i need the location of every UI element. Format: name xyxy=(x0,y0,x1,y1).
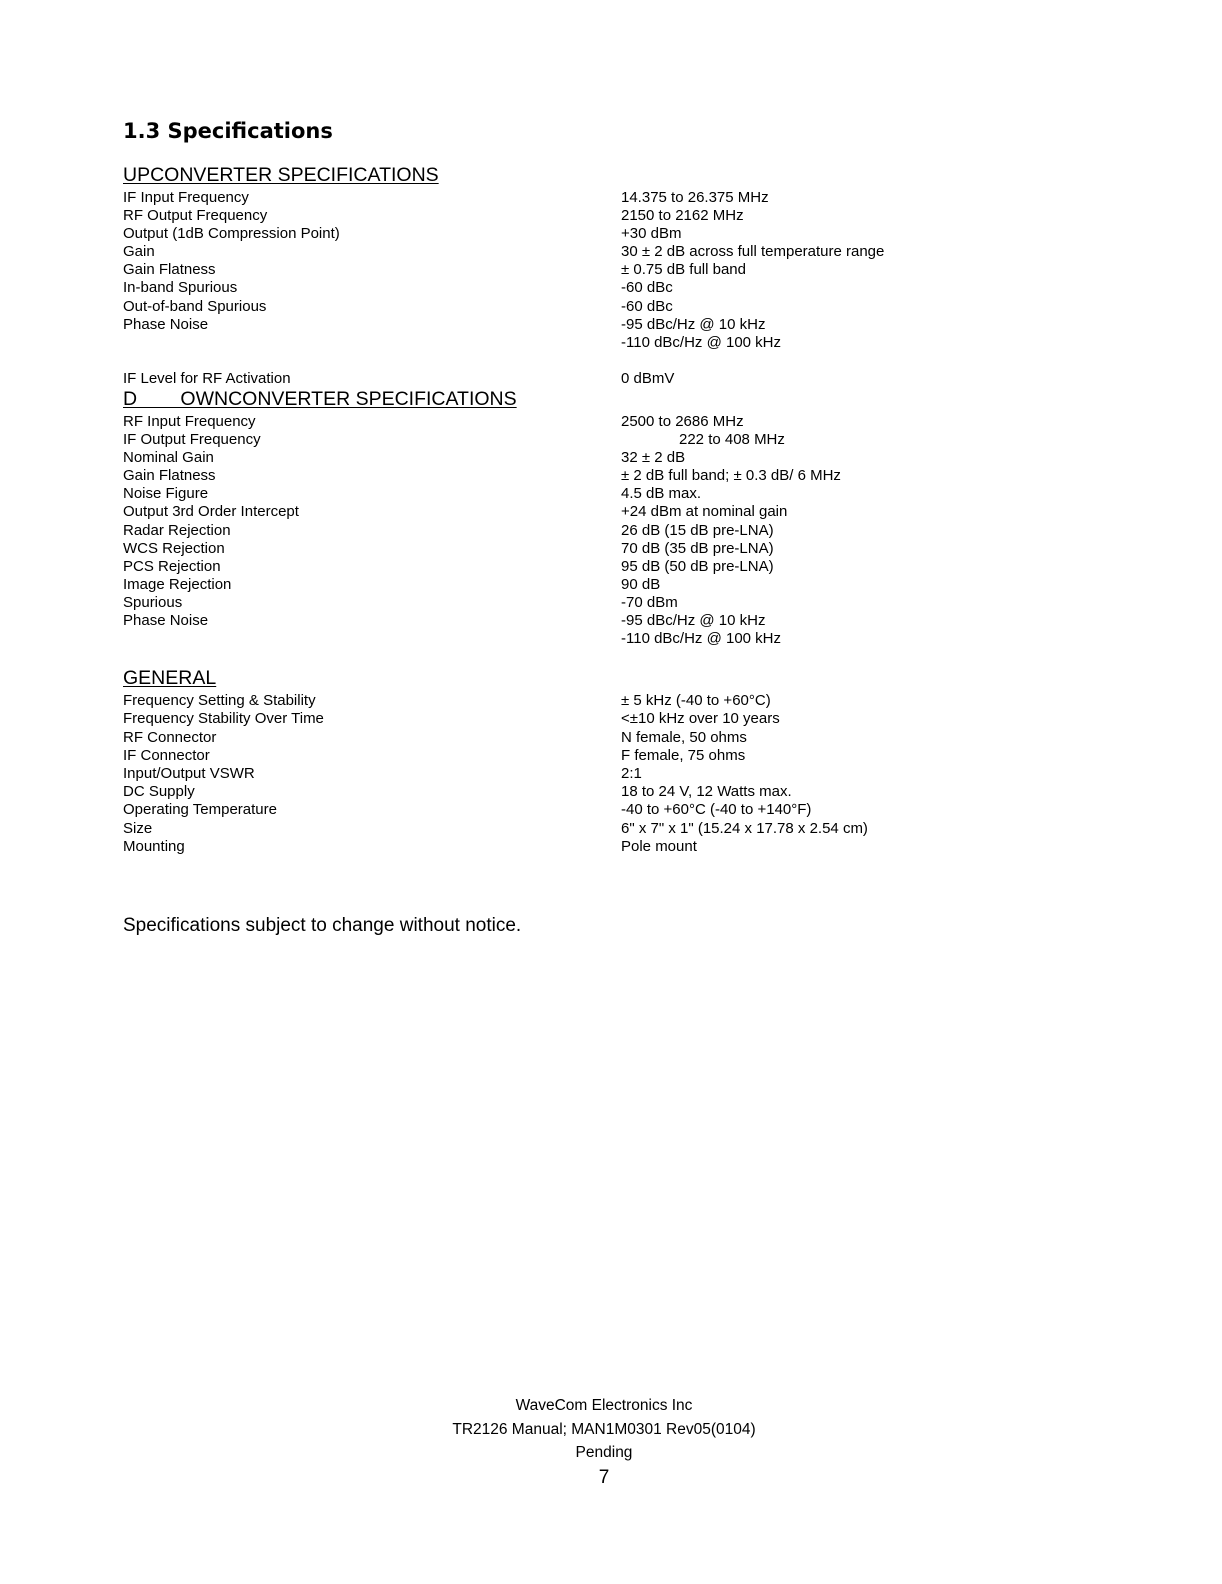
spec-label: Spurious xyxy=(123,593,183,611)
page-number: 7 xyxy=(598,1466,610,1488)
spec-value: +30 dBm xyxy=(621,225,682,243)
general-specifications xyxy=(123,666,1023,856)
spec-label: Noise Figure xyxy=(123,485,209,503)
spec-row xyxy=(123,630,1023,648)
spec-row xyxy=(123,485,1023,503)
upconverter-specifications xyxy=(123,163,1023,388)
spec-label: Gain xyxy=(123,243,155,261)
spec-label: Mounting xyxy=(123,837,185,855)
spec-label: WCS Rejection xyxy=(123,539,225,557)
spec-value: 2:1 xyxy=(621,765,642,783)
spec-value: -70 dBm xyxy=(621,593,678,611)
spec-row xyxy=(123,225,1023,243)
spec-value: -110 dBc/Hz @ 100 kHz xyxy=(621,333,782,351)
section-title: 1.3 Specifications xyxy=(123,119,333,143)
spec-row xyxy=(123,449,1023,467)
spec-row xyxy=(123,612,1023,630)
spec-label: Radar Rejection xyxy=(123,521,231,539)
downconverter-specifications xyxy=(123,387,1023,648)
spec-value: 26 dB (15 dB pre-LNA) xyxy=(621,521,774,539)
spec-label: Frequency Stability Over Time xyxy=(123,710,324,728)
spec-label: Nominal Gain xyxy=(123,449,214,467)
spec-value: 30 ± 2 dB across full temperature range xyxy=(621,243,885,261)
spec-value: N female, 50 ohms xyxy=(621,729,747,747)
spec-label: IF Input Frequency xyxy=(123,189,249,206)
footer-company: WaveCom Electronics Inc xyxy=(515,1397,693,1414)
spec-label: Out-of-band Spurious xyxy=(123,297,267,315)
spec-value: 90 dB xyxy=(621,575,661,593)
spec-row xyxy=(123,207,1023,225)
spec-value: +24 dBm at nominal gain xyxy=(621,503,788,521)
spec-label: RF Connector xyxy=(123,729,217,747)
spec-row xyxy=(123,431,1023,449)
spec-value: -95 dBc/Hz @ 10 kHz xyxy=(621,612,766,630)
spec-row xyxy=(123,279,1023,297)
spec-label: Input/Output VSWR xyxy=(123,765,255,783)
spec-value: ± 0.75 dB full band xyxy=(621,261,746,279)
spec-row xyxy=(123,820,1023,838)
spec-value: 6" x 7" x 1" (15.24 x 17.78 x 2.54 cm) xyxy=(621,819,868,837)
spec-label: IF Level for RF Activation xyxy=(123,369,291,387)
page-footer xyxy=(0,1394,1208,1491)
spec-label: Gain Flatness xyxy=(123,467,216,485)
spec-row xyxy=(123,370,1023,388)
spec-row xyxy=(123,692,1023,710)
spec-row xyxy=(123,540,1023,558)
spec-value: -95 dBc/Hz @ 10 kHz xyxy=(621,315,766,333)
spec-row xyxy=(123,765,1023,783)
spec-value: 2150 to 2162 MHz xyxy=(621,207,744,225)
spec-value: <±10 kHz over 10 years xyxy=(621,710,780,728)
spec-row xyxy=(123,558,1023,576)
spec-value: ± 2 dB full band; ± 0.3 dB/ 6 MHz xyxy=(621,467,841,485)
spec-label: Operating Temperature xyxy=(123,801,277,819)
spec-value: 222 to 408 MHz xyxy=(679,431,785,449)
spec-value: -40 to +60°C (-40 to +140°F) xyxy=(621,801,812,819)
spec-row xyxy=(123,503,1023,521)
spec-label: Frequency Setting & Stability xyxy=(123,692,316,709)
spec-row xyxy=(123,747,1023,765)
spec-row xyxy=(123,522,1023,540)
change-notice: Specifications subject to change without notice. xyxy=(123,915,522,936)
spec-value: 0 dBmV xyxy=(621,369,675,387)
spec-row xyxy=(123,189,1023,207)
spec-label: DC Supply xyxy=(123,783,195,801)
spec-row xyxy=(123,576,1023,594)
spec-label: PCS Rejection xyxy=(123,557,221,575)
spec-row xyxy=(123,261,1023,279)
spec-value: 95 dB (50 dB pre-LNA) xyxy=(621,557,774,575)
spec-label: IF Connector xyxy=(123,747,210,765)
spec-value: -110 dBc/Hz @ 100 kHz xyxy=(621,630,782,648)
spec-label: Phase Noise xyxy=(123,612,209,630)
spec-label: Phase Noise xyxy=(123,315,209,333)
spec-value: F female, 75 ohms xyxy=(621,747,746,765)
spec-value: Pole mount xyxy=(621,837,697,855)
spec-row xyxy=(123,298,1023,316)
spec-value: 4.5 dB max. xyxy=(621,485,702,503)
spec-row xyxy=(123,334,1023,352)
footer-status: Pending xyxy=(575,1444,633,1461)
spec-value: -60 dBc xyxy=(621,297,673,315)
spec-label: In-band Spurious xyxy=(123,279,238,297)
footer-manual-id: TR2126 Manual; MAN1M0301 Rev05(0104) xyxy=(452,1420,756,1438)
spec-label: Output 3rd Order Intercept xyxy=(123,503,299,521)
spec-value: 70 dB (35 dB pre-LNA) xyxy=(621,539,774,557)
spec-value: ± 5 kHz (-40 to +60°C) xyxy=(621,692,771,709)
spec-value: 32 ± 2 dB xyxy=(621,449,686,467)
spec-value: -60 dBc xyxy=(621,279,673,297)
spec-label: Output (1dB Compression Point) xyxy=(123,225,340,243)
spec-label: RF Output Frequency xyxy=(123,207,268,225)
spec-label: Gain Flatness xyxy=(123,261,216,279)
spec-value: 14.375 to 26.375 MHz xyxy=(621,189,769,206)
spec-row xyxy=(123,594,1023,612)
spec-row xyxy=(123,801,1023,819)
spec-row xyxy=(123,783,1023,801)
spec-value: 18 to 24 V, 12 Watts max. xyxy=(621,783,792,801)
spec-row xyxy=(123,413,1023,431)
spec-row xyxy=(123,710,1023,729)
spec-row xyxy=(123,467,1023,485)
upconverter-heading: UPCONVERTER SPECIFICATIONS xyxy=(123,164,439,186)
spec-row xyxy=(123,838,1023,856)
spec-value: 2500 to 2686 MHz xyxy=(621,413,744,430)
spec-row xyxy=(123,316,1023,334)
spec-label: Image Rejection xyxy=(123,575,232,593)
spec-label: Size xyxy=(123,819,153,837)
spec-label: IF Output Frequency xyxy=(123,431,261,449)
general-heading: GENERAL xyxy=(123,667,217,689)
spec-row xyxy=(123,243,1023,261)
spec-row xyxy=(123,729,1023,747)
spec-label: RF Input Frequency xyxy=(123,413,256,430)
downconverter-heading: D OWNCONVERTER SPECIFICATIONS xyxy=(123,388,517,410)
